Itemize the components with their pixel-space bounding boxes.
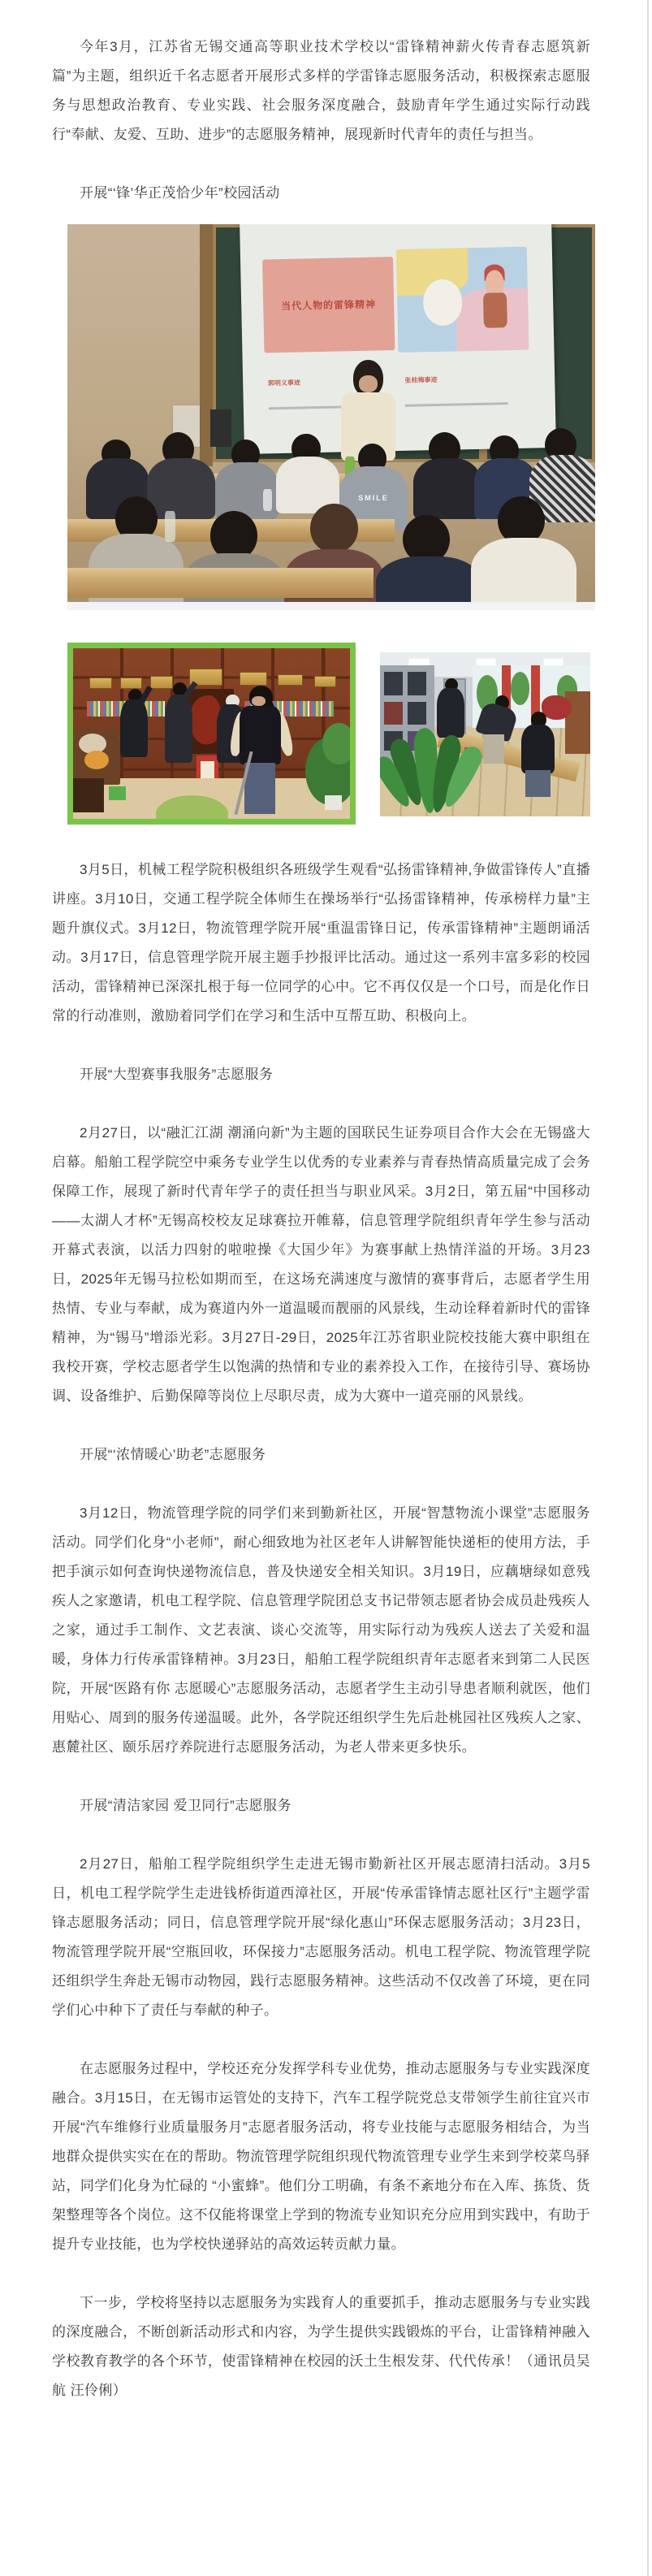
award-plaque [150, 676, 172, 690]
cartoon-boy-body [483, 292, 507, 328]
award-plaque [278, 674, 303, 686]
award-plaque [120, 678, 142, 690]
poster [408, 672, 426, 695]
foliage [511, 672, 529, 704]
award-plaque [89, 678, 111, 690]
student-torso [413, 458, 482, 518]
student-legs [244, 763, 275, 814]
section-heading-campus: 开展“‘锋’华正茂恰少年”校园活动 [80, 185, 280, 201]
paragraph-cleaning-service: 2月27日，船舶工程学院组织学生走进无锡市勤新社区开展志愿清扫活动。3月5日，机电工程学院学生走进钱桥街道西漳社区，开展“传承雷锋情志愿社区行”主题学雷锋志愿服务活动；同日，信息管理学院开展“绿化惠山”环保志愿服务活动；3月23日，物流管理学院开展“空瓶回收，环保接力”志愿服务活动。机电工程学院、物流管理学院还组织学生奔赴无锡市动物园，践行志愿服务精神。这些活动不仅改善了环境，更在同学们心中种下了责任与奉献的种子。 [52, 1856, 590, 2018]
presenter-face [359, 375, 378, 392]
slide-subtext-bar [405, 401, 508, 406]
projector-screen [240, 224, 555, 454]
poster [384, 672, 403, 695]
slide-illustration [395, 247, 529, 353]
student-cleaning-shelf [165, 695, 192, 763]
desk-row [67, 568, 373, 598]
potted-plant [322, 723, 350, 764]
paragraph-intro: 今年3月，江苏省无锡交通高等职业技术学校以“雷锋精神薪火传青春志愿筑新篇”为主题，组织近千名志愿者开展形式多样的学雷锋志愿服务活动，积极探索志愿服务与思想政治教育、专业实践、社会服务深度融合，鼓励青年学生通过实际行动践行“奉献、友爱、互助、进步”的志愿服务精神，展现新时代青年的责任与担当。 [52, 39, 590, 142]
slide-title-panel [261, 257, 394, 353]
red-flowers [542, 695, 571, 720]
paragraph-conclusion: 下一步，学校将坚持以志愿服务为实践育人的重要抓手，推动志愿服务与专业实践的深度融合，不断创新活动形式和内容，为学生提供实践锻炼的平台，让雷锋精神融入学校教育教学的各个环节，使雷锋精神在校园的沃土生根发芽、代代传承！（通讯员吴航 汪伶俐） [52, 2295, 590, 2398]
green-stool [109, 786, 125, 800]
scrollbar-track[interactable] [647, 0, 649, 2576]
poster [408, 702, 426, 725]
student-face [252, 696, 266, 707]
award-plaque [314, 676, 336, 688]
section-heading-elderly: 开展“‘浓情暖心’助老”志愿服务 [80, 1447, 266, 1462]
student-jeans [525, 770, 551, 796]
bottle [165, 511, 175, 541]
section-heading-cleaning: 开展“清洁家园 爱卫同行”志愿服务 [80, 1798, 291, 1813]
photo-row [67, 643, 590, 825]
student-legs [483, 734, 504, 764]
paragraph-elderly-service: 3月12日，物流管理学院的同学们来到勤新社区，开展“智慧物流小课堂”志愿服务活动。同学们化身“小老师”，耐心细致地为社区老年人讲解智能快递柜的使用方法，手把手演示如何查询快递物流信息，普及快递安全相关知识。3月19日，应藕塘绿如意残疾人之家邀请，机电工程学院、信息管理学院团总支书记带领志愿者协会成员赴残疾人之家，通过手工制作、文艺表演、谈心交流等，用实际行动为残疾人送去了关爱和温暖，身体力行传承雷锋精神。3月23日，船舶工程学院组织青年志愿者来到第二人民医院，开展“医路有你 志愿暖心”志愿服务活动，志愿者学生主动引导患者顺利就医，他们用贴心、周到的服务传递温暖。此外，各学院还组织学生先后赴桃园社区残疾人之家、惠麓社区、颐乐居疗养院进行志愿服务活动，为老人带来更多快乐。 [52, 1505, 590, 1755]
section-heading-events: 开展“大型赛事我服务”志愿服务 [80, 1067, 274, 1082]
award-plaque [240, 672, 267, 686]
photo-corridor-bench-moving [380, 652, 590, 816]
paragraph-campus-activities: 3月5日，机械工程学院积极组织各班级学生观看“弘扬雷锋精神,争做雷锋传人”直播讲座。3月10日，交通工程学院全体师生在操场举行“弘扬雷锋精神，传承榜样力量”主题升旗仪式。3月12日，物流管理学院开展“重温雷锋日记，传承雷锋精神”主题朗诵活动。3月17日，信息管理学院开展主题手抄报评比活动。通过这一系列丰富多彩的校园活动，雷锋精神已深深扎根于每一位同学的心中。它不再仅仅是一个口号，而是化作日常的行动准则，激励着同学们在学习和生活中互帮互助、积极向上。 [52, 862, 590, 1024]
slide-caption-right: 张桂梅事迹 [404, 375, 438, 384]
photo-reading-room-frame [67, 643, 356, 825]
student-torso [147, 458, 216, 518]
calendar-page [201, 761, 214, 778]
slide-caption-left: 郭明义事迹 [267, 379, 300, 387]
slide-title-text: 当代人物的雷锋精神 [280, 298, 376, 312]
wall-poster [210, 409, 231, 448]
plant-pot [325, 795, 341, 811]
student-vest [240, 706, 281, 764]
hoodie-print-text: SMILE [358, 494, 389, 503]
photo-reading-room-cleaning [73, 648, 350, 819]
photo-bottom-strip [67, 602, 595, 610]
student-figure [437, 688, 464, 738]
paragraph-professional-practice: 在志愿服务过程中，学校还充分发挥学科专业优势，推动志愿服务与专业实践深度融合。3月15日，在无锡市运管处的支持下，汽车工程学院党总支带领学生前往宜兴市开展“汽车维修行业质量服务月”志愿者服务活动，将专业技能与志愿服务相结合，为当地群众提供实实在在的帮助。物流管理学院组织现代物流管理专业学生来到学校菜鸟驿站，同学们化身为忙碌的 “小蜜蜂”。他们分工明确，有条不紊地分布在入库、拣货、货架整理等各个岗位。这不仅能将课堂上学到的物流专业知识充分应用到实践中，有助于提升专业技能，也为学校快递驿站的高效运转贡献力量。 [52, 2061, 590, 2252]
student-torso [471, 538, 576, 602]
paragraph-event-service: 2月27日，以“融汇江湖 潮涌向新”为主题的国联民生证券项目合作大会在无锡盛大启幕。船舶工程学院空中乘务专业学生以优秀的专业素养与青春热情高质量完成了会务保障工作，展现了新时代青年学子的责任担当与职业风采。3月2日，第五届“中国移动——太湖人才杯”无锡高校校友足球赛拉开帷幕，信息管理学院组织青年学生参与活动开幕式表演，以活力四射的啦啦操《大国少年》为赛事献上热情洋溢的开场。3月23日，2025年无锡马拉松如期而至，在这场充满速度与激情的赛事背后，志愿者学生用热情、专业与奉献，成为赛道内外一道温暖而靓丽的风景线，生动诠释着新时代的雷锋精神，为“锡马”增添光彩。3月27日-29日，2025年江苏省职业院校技能大赛中职组在我校开赛，学校志愿者学生以饱满的热情和专业的素养投入工作，在接待引导、赛场协调、设备维护、后勤保障等岗位上尽职尽责，成为大赛中一道亮丽的风景线。 [52, 1125, 590, 1404]
poster [384, 702, 403, 725]
bottle [263, 489, 273, 512]
side-table [73, 778, 104, 812]
student-torso [376, 556, 481, 602]
student-cleaning-shelf [120, 699, 148, 757]
student-head [310, 504, 358, 552]
photo-classroom-presentation [67, 224, 595, 602]
student-crouching [521, 725, 555, 774]
photo-classroom-block [67, 224, 595, 610]
